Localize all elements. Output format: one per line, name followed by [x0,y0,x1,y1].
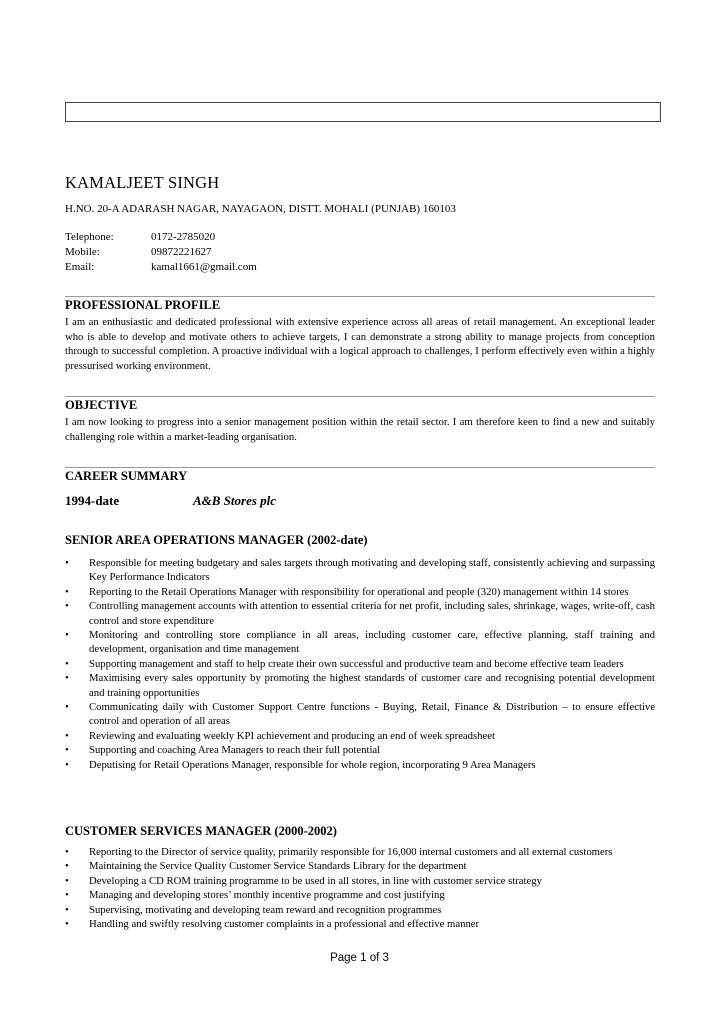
bullet-icon: • [65,889,69,902]
list-item-text: Handling and swiftly resolving customer complaints in a professional and effective manner [89,918,480,931]
list-item [65,556,655,585]
header-box [65,102,661,122]
list-item-text: Deputising for Retail Operations Manager, responsible for whole region, incorporating 9 Area Managers [89,758,536,771]
objective-text: I am now looking to progress into a senior management position within the retail sector. I am therefore keen to find a new and suitably challenging role within a market-leading organisation. [65,416,655,443]
contact-label: Email: [65,261,95,273]
list-item-text: Reviewing and evaluating weekly KPI achievement and producing an end of week spreadsheet [89,729,495,742]
list-item [65,917,655,931]
bullet-icon: • [65,557,69,569]
list-item [65,874,655,888]
list-item-text: Maintaining the Service Quality Customer Service Standards Library for the department [89,860,467,873]
applicant-name: KAMALJEET SINGH [65,173,220,192]
list-item [65,888,655,902]
bullet-icon: • [65,918,69,931]
list-item-text: Supervising, motivating and developing team reward and recognition programmes [89,903,442,916]
role-title: CUSTOMER SERVICES MANAGER (2000-2002) [65,824,337,838]
section-divider [65,296,655,297]
list-item-text: Responsible for meeting budgetary and sales targets through motivating and developing staff, consistently achieving and surpassing Key Performance Indicators [89,557,655,584]
contact-value: 0172-2785020 [151,231,216,243]
list-item [65,657,655,671]
contact-value: 09872221627 [151,246,212,258]
bullet-icon: • [65,672,69,685]
bullet-icon: • [65,600,69,613]
objective-heading: OBJECTIVE [65,398,138,412]
list-item-text: Controlling management accounts with attention to essential criteria for net profit, including sales, shrinkage, wages, write-off, cash control and store expenditure [89,600,655,627]
contact-telephone-row [65,230,257,245]
list-item [65,628,655,657]
bullet-icon: • [65,629,69,642]
list-item [65,599,655,628]
bullet-icon: • [65,758,69,771]
bullet-icon: • [65,846,69,858]
bullet-icon: • [65,874,69,887]
list-item [65,845,655,859]
profile-text: I am an enthusiastic and dedicated professional with extensive experience across all areas of retail management. An exceptional leader who is able to develop and motivate others to achieve targets, I can demonstrate a strong ability to manage projects from conception through to successful completion. A proactive individual with a logical approach to challenges, I perform effectively even within a highly pressurised working environment. [65,316,655,372]
profile-heading: PROFESSIONAL PROFILE [65,298,221,312]
list-item-text: Reporting to the Retail Operations Manager with responsibility for operational and people (320) management within 14 stores [89,585,629,598]
section-divider [65,396,655,397]
role-responsibilities [65,556,655,772]
list-item [65,743,655,757]
section-divider [65,467,655,468]
list-item [65,903,655,917]
list-item-text: Managing and developing stores’ monthly incentive programme and cost justifying [89,889,445,902]
list-item [65,585,655,599]
contact-details [65,230,257,275]
page-number: Page 1 of 3 [330,952,389,964]
bullet-icon: • [65,657,69,670]
list-item-text: Supporting management and staff to help create their own successful and productive team and become effective team leaders [89,657,624,670]
list-item [65,859,655,873]
list-item-text: Reporting to the Director of service quality, primarily responsible for 16,000 internal customers and all external customers [89,846,613,858]
list-item [65,671,655,700]
employment-years: 1994-date [65,493,120,508]
role-title: SENIOR AREA OPERATIONS MANAGER (2002-date) [65,533,368,547]
list-item [65,700,655,729]
contact-label: Telephone: [65,231,114,243]
list-item-text: Monitoring and controlling store compliance in all areas, including customer care, effective planning, staff training and development, organisation and time management [89,629,655,656]
bullet-icon: • [65,701,69,714]
contact-mobile-row [65,245,257,260]
contact-value: kamal1661@gmail.com [151,261,257,273]
contact-label: Mobile: [65,246,100,258]
list-item-text: Maximising every sales opportunity by promoting the highest standards of customer care and recognising potential development and training opportunities [89,672,655,699]
bullet-icon: • [65,585,69,598]
bullet-icon: • [65,729,69,742]
applicant-address: H.NO. 20-A ADARASH NAGAR, NAYAGAON, DISTT. MOHALI (PUNJAB) 160103 [65,203,456,215]
role-responsibilities [65,845,655,931]
employment-line [65,493,276,509]
list-item [65,758,655,772]
list-item-text: Communicating daily with Customer Support Centre functions - Buying, Retail, Finance & Distribution – to ensure effective control and operation of all areas [89,701,655,728]
list-item-text: Supporting and coaching Area Managers to reach their full potential [89,744,381,757]
list-item [65,729,655,743]
list-item-text: Developing a CD ROM training programme to be used in all stores, in line with customer service strategy [89,874,542,887]
bullet-icon: • [65,903,69,916]
employer-name: A&B Stores plc [193,493,277,508]
bullet-icon: • [65,860,69,873]
bullet-icon: • [65,744,69,757]
contact-email-row [65,260,257,275]
career-heading: CAREER SUMMARY [65,469,188,483]
